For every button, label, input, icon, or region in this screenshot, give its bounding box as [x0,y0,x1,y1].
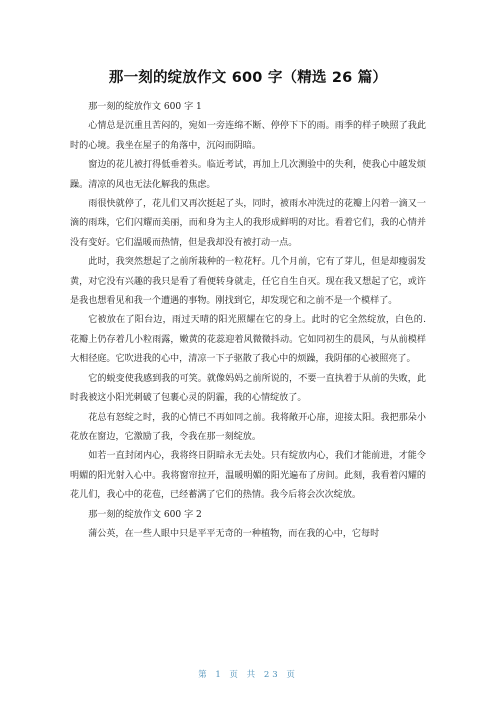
paragraph: 此时，我突然想起了之前所栽种的一粒花籽。几个月前，它有了芽儿，但是却瘦弱发黄，对它没有兴趣的我只是看了看便转身就走，任它自生自灭。现在我又想起了它，或许是我也想看见和我一个遭遇的事物。刚找到它，却发现它和之前不是一个模样了。 [70,257,426,307]
paragraph: 雨很快就停了，花儿们又再次挺起了头，同时，被雨水冲洗过的花瓣上闪着一滴又一滴的雨珠，它们闪耀而美丽，而和身为主人的我形成鲜明的对比。看着它们，我的心情并没有变好。它们温暖而热情，但是我却没有被打动一点。 [70,199,426,248]
section-heading-1: 那一刻的绽放作文 600 字 1 [88,102,202,112]
section-heading-2: 那一刻的绽放作文 600 字 2 [88,509,202,520]
document-title: 那一刻的绽放作文 600 字（精选 26 篇） [108,70,388,86]
paragraph: 心情总是沉重且苦闷的，宛如一旁连绵不断、停停下下的雨。雨季的样子映照了我此时的心境。我坐在屋子的角落中，沉闷而阴暗。 [70,121,426,151]
paragraph: 如若一直封闭内心，我将终日阴暗永无去处。只有绽放内心，我们才能前进，才能令明媚的阳光射入心中。我将窗帘拉开，温暖明媚的阳光遍布了房间。此刻，我看着闪耀的花儿们，我心中的花苞，已经蓄满了它们的热情。我今后将会次次绽放。 [70,451,426,501]
paragraph: 它被放在了阳台边，雨过天晴的阳光照耀在它的身上。此时的它全然绽放，白色的. 花瓣上仍存着几小粒雨露，嫩黄的花蕊迎着风微微抖动。它如同初生的晨风，与从前模样大相径庭。它吹进我的心中，清凉一下子驱散了我心中的烦躁，我阴郁的心被照亮了。 [70,315,426,365]
document-body [70,98,426,544]
paragraph: 蒲公英，在一些人眼中只是平平无奇的一种植物，而在我的心中，它每时 [88,528,380,539]
paragraph: 窗边的花儿被打得低垂着头。临近考试，再加上几次测验中的失利，使我心中越发烦躁。清凉的风也无法化解我的焦虑。 [70,160,426,190]
paragraph: 花总有怒绽之时，我的心情已不再如同之前。我将敞开心扉，迎接太阳。我把那朵小花放在窗边，它激励了我，令我在那一刻绽放。 [70,412,426,442]
paragraph: 它的蜕变使我感到我的可笑。就像妈妈之前所说的，不要一直执着于从前的失败，此时我被这小阳光刺破了包裹心灵的阴霾，我的心情绽放了。 [70,373,426,404]
page-number-footer: 第 1 页 共 23 页 [198,670,298,680]
